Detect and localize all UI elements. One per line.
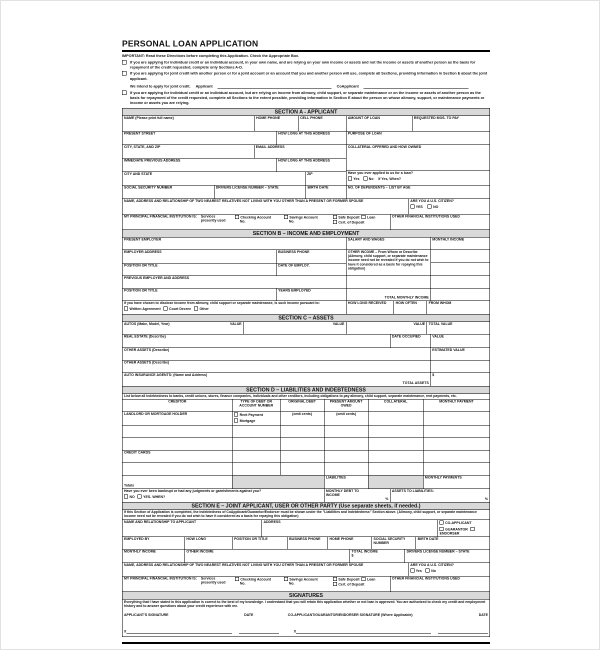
field-joint-other-income: OTHER INCOME xyxy=(185,549,350,562)
field-position-title-2: POSITION OR TITLE xyxy=(123,289,277,301)
mdi-label: MONTHLY DEBT TO INCOME xyxy=(325,489,360,498)
applicant-signature-line[interactable] xyxy=(126,628,232,634)
checkbox-applied-no[interactable] xyxy=(363,177,367,181)
savings-account-option xyxy=(284,215,329,225)
page-title: PERSONAL LOAN APPLICATION xyxy=(122,39,490,52)
checkbox-endorser[interactable] xyxy=(471,527,475,531)
joint-pfi-label: MY PRINCIPAL FINANCIAL INSTITUTION IS: xyxy=(124,576,197,581)
joint-citizen-question: ARE YOU A U.S. CITIZEN? xyxy=(410,563,454,567)
field-principal-financial-institution xyxy=(123,215,391,230)
section-c-header: SECTION C – ASSETS xyxy=(123,315,490,323)
checkbox-individual-credit[interactable] xyxy=(122,60,127,65)
column-header-type: TYPE OF DEBT OR ACCOUNT NUMBER xyxy=(233,400,281,412)
field-salary-wages: SALARY AND WAGES xyxy=(346,238,430,250)
table-empty-cell xyxy=(423,463,489,475)
landlord-type-cell xyxy=(233,412,281,425)
field-name-relationship: NAME AND RELATIONSHIP TO APPLICANT xyxy=(123,520,262,537)
column-header-collateral: COLLATERAL xyxy=(368,400,423,412)
table-empty-cell xyxy=(123,438,233,450)
field-joint-home-phone: HOME PHONE xyxy=(328,537,372,549)
checking-account-option xyxy=(235,215,280,225)
field-assets-to-liabilities xyxy=(390,489,489,502)
checkbox-joint-safe-deposit[interactable] xyxy=(333,577,337,581)
table-empty-cell xyxy=(123,463,233,475)
mdi-percent: % xyxy=(385,497,389,502)
total-income-label: TOTAL INCOME xyxy=(351,549,378,554)
column-header-creditor: CREDITOR xyxy=(123,400,233,412)
loan-label: Loan xyxy=(367,216,376,220)
checkbox-joint-credit[interactable] xyxy=(122,71,127,76)
field-joint-total-income xyxy=(350,549,405,562)
value-label: VALUE xyxy=(230,322,242,327)
table-empty-cell xyxy=(423,426,489,438)
row-credit-cards: CREDIT CARDS xyxy=(123,451,233,463)
checkbox-coapplicant[interactable] xyxy=(440,520,444,524)
column-header-monthly-payment: MONTHLY PAYMENT xyxy=(439,400,474,404)
column-header-original-debt: ORIGINAL DEBT xyxy=(280,400,324,412)
field-years-employed: YEARS EMPLOYED xyxy=(277,289,347,301)
field-joint-address: ADDRESS xyxy=(262,520,438,537)
signature-labels-row xyxy=(124,614,488,618)
field-autos xyxy=(123,322,244,334)
section-a-header: SECTION A - APPLICANT xyxy=(123,108,490,116)
field-city-state-zip: CITY, STATE, AND ZIP xyxy=(123,145,255,158)
field-joint-principal-financial-institution xyxy=(123,576,391,591)
alimony-question: If you have chosen to disclose income from alimony, child support or separate maintenance, is such income pursuant to: xyxy=(124,301,320,306)
joint-checking-account-option xyxy=(235,577,280,587)
field-collateral: COLLATERAL OFFERED AND HOW OWNED xyxy=(346,145,489,171)
field-alimony-disclosure xyxy=(123,301,347,314)
other-services-options xyxy=(333,215,376,225)
field-business-phone: BUSINESS PHONE xyxy=(278,250,310,255)
field-joint-ssn: SOCIAL SECURITY NUMBER xyxy=(372,537,416,549)
other-income-amount-cell xyxy=(431,263,490,276)
table-empty-cell xyxy=(368,463,423,475)
field-total-monthly-income: TOTAL MONTHLY INCOME xyxy=(346,289,430,301)
field-other-assets-2: OTHER ASSETS (Describe) xyxy=(123,361,431,373)
joint-citizen-yes-label: Yes xyxy=(415,569,422,573)
checkbox-bankrupt-yes[interactable] xyxy=(138,495,142,499)
checkbox-court-decree[interactable] xyxy=(164,307,168,311)
field-estimated-value: ESTIMATED VALUE xyxy=(432,348,465,353)
row-landlord: LANDLORD OR MORTGAGE HOLDER xyxy=(123,412,233,425)
section-d-header: SECTION D – LIABILITIES AND INDEBTEDNESS xyxy=(123,387,490,395)
value-label: VALUE xyxy=(332,322,345,327)
checkbox-written-agreement[interactable] xyxy=(124,307,128,311)
checkbox-joint-loan[interactable] xyxy=(362,577,366,581)
joint-savings-label: Savings Account xyxy=(289,577,318,582)
field-joint-position: POSITION OR TITLE xyxy=(233,537,288,549)
field-amount-of-loan: AMOUNT OF LOAN xyxy=(346,116,412,131)
checkbox-joint-citizen-no[interactable] xyxy=(426,568,430,572)
original-debt-omit-cents: (omit cents) xyxy=(280,412,324,425)
empty-cell xyxy=(431,276,490,288)
coapplicant-date-line[interactable] xyxy=(438,628,488,634)
section-b-header: SECTION B – INCOME AND EMPLOYMENT xyxy=(123,230,490,238)
table-empty-cell xyxy=(233,451,281,463)
checkbox-rent-payment[interactable] xyxy=(234,413,238,417)
totals-monthly-payments: MONTHLY PAYMENTS xyxy=(424,476,462,480)
date-label: DATE xyxy=(244,613,254,618)
atl-percent: % xyxy=(484,497,488,502)
table-empty-cell xyxy=(280,451,324,463)
direction-text: If you are applying for individual credit or an individual account, but are relying on income from alimony, child support, or separate maintenance or on the income or assets of another person as the basis for repayment of the credit requested, complete all Sections to the extent possible, providing information in Section E about the person on whose alimony, support, or maintenance payments or income or assets you are relying. xyxy=(130,90,485,105)
field-present-employer: PRESENT EMPLOYER xyxy=(123,238,347,250)
field-email: EMAIL ADDRESS xyxy=(255,145,285,150)
citizen-yes-label: YES xyxy=(415,205,423,210)
direction-item xyxy=(122,60,490,70)
field-joint-business-phone: BUSINESS PHONE xyxy=(288,537,328,549)
field-real-estate: REAL ESTATE (Describe) xyxy=(123,335,391,348)
total-monthly-amount-cell xyxy=(431,289,490,301)
field-joint-role xyxy=(438,520,489,537)
field-joint-other-financial-institutions: OTHER FINANCIAL INSTITUTIONS USED xyxy=(391,576,460,581)
table-empty-cell xyxy=(423,451,489,463)
field-previous-address: IMMEDIATE PREVIOUS ADDRESS xyxy=(123,159,277,172)
field-dependents: NO. OF DEPENDENTS – LIST BY AGE xyxy=(347,186,411,190)
coapplicant-signature-label: CO-APPLICANT/GUARANTOR/ENDORSER SIGNATURE (Where Applicable) xyxy=(287,613,413,618)
field-how-long-received: HOW LONG RECEIVED xyxy=(346,301,394,314)
signature-statement: Everything that I have stated in this application is correct to the best of my knowledge. I understand that you will retain this application whether or not loan is approved. You are authorized to check my credit and employment history and to answer questions about your credit experience with me. xyxy=(124,600,486,608)
autos-label: AUTOS (Make, Model, Year) xyxy=(124,322,170,327)
table-empty-cell xyxy=(368,412,423,425)
important-note: IMPORTANT: Read these Directions before completing this Application. Check the Appropriate Box. xyxy=(122,53,300,58)
x-mark-2: X xyxy=(293,630,297,634)
field-citizen xyxy=(409,199,490,214)
field-joint-how-long: HOW LONG xyxy=(185,537,233,549)
checkbox-cert-of-deposit[interactable] xyxy=(333,220,337,224)
written-agreement-label: Written Agreement xyxy=(129,307,161,312)
direction-item xyxy=(122,71,490,81)
applied-before-question: Have you ever applied to us for a loan? xyxy=(347,171,414,176)
joint-loan-label: Loan xyxy=(367,577,376,582)
atl-label: ASSETS TO LIABILITIES: xyxy=(391,489,434,494)
citizen-question: ARE YOU A U.S. CITIZEN? xyxy=(410,199,454,204)
table-empty-cell xyxy=(233,463,281,475)
savings-label: Savings Account xyxy=(289,216,318,220)
field-employed-by: EMPLOYED BY xyxy=(123,537,185,549)
table-empty-cell xyxy=(324,451,368,463)
if-yes-when-label: If Yes, When? xyxy=(378,177,402,182)
table-empty-cell xyxy=(324,463,368,475)
bankrupt-yes-label: YES- WHEN? xyxy=(143,495,166,500)
field-monthly-debt-to-income xyxy=(324,489,390,502)
date-label-2: DATE xyxy=(478,613,488,618)
field-zip: ZIP xyxy=(307,172,313,177)
field-name: NAME (Please print full name) xyxy=(123,116,255,131)
checkbox-joint-checking[interactable] xyxy=(235,577,239,581)
coapplicant-signature-blank[interactable] xyxy=(364,84,469,89)
joint-services-used-label: Services presently used xyxy=(200,576,226,585)
field-drivers-license: DRIVERS LICENSE NUMBER – STATE xyxy=(214,186,306,199)
field-city-and-state: CITY AND STATE xyxy=(123,172,306,185)
field-other-assets-1: OTHER ASSETS (Describe) xyxy=(123,348,431,360)
checking-label: Checking Account xyxy=(240,216,271,220)
applied-yes-label: Yes xyxy=(353,177,360,182)
total-assets-amount-cell: $ xyxy=(432,373,435,378)
table-empty-cell xyxy=(368,438,423,450)
field-joint-citizen xyxy=(409,563,490,576)
joint-other-services-options xyxy=(333,577,376,587)
field-monthly-income: MONTHLY INCOME xyxy=(432,238,465,242)
checkbox-citizen-yes[interactable] xyxy=(410,205,414,209)
field-joint-drivers-license: DRIVERS LICENSE NUMBER – STATE xyxy=(406,549,470,554)
table-empty-cell xyxy=(123,426,233,438)
pfi-label: MY PRINCIPAL FINANCIAL INSTITUTION IS: xyxy=(124,215,197,219)
savings-no-label: No. xyxy=(288,220,295,224)
x-mark: X xyxy=(124,630,127,634)
coapplicant-signature-line[interactable] xyxy=(293,628,431,634)
citizen-no-label: NO xyxy=(433,205,439,210)
directions xyxy=(122,54,490,106)
field-bankruptcy xyxy=(123,489,325,502)
applicant-signature-label: APPLICANT'S SIGNATURE xyxy=(124,613,169,618)
joint-savings-no-label: No. xyxy=(288,581,295,586)
table-empty-cell xyxy=(280,463,324,475)
joint-intent-text: We intend to apply for joint credit. xyxy=(130,83,191,89)
services-used-label: Services presently used xyxy=(200,215,226,223)
endorser-label: ENDORSER xyxy=(439,531,460,536)
checkbox-applied-yes[interactable] xyxy=(348,177,352,181)
checkbox-loan[interactable] xyxy=(362,215,366,219)
bankruptcy-question: Have you ever been bankrupt or had any judgments or garnishments against you? xyxy=(124,489,262,494)
field-auto-insurance-agents xyxy=(123,373,431,386)
checkbox-joint-savings[interactable] xyxy=(284,577,288,581)
table-empty-cell xyxy=(368,426,423,438)
joint-cert-deposit-label: Cert. of Deposit xyxy=(338,582,365,587)
checkbox-other-agreement[interactable] xyxy=(194,307,198,311)
field-other-income: OTHER INCOME – From Whom or Describe (Alimony, child support, or separate maintenance income need not be revealed if you do not wish to have it considered as a basis for repaying this obligation) xyxy=(346,250,430,276)
court-decree-label: Court Decree xyxy=(169,307,192,312)
joint-savings-account-option xyxy=(284,577,329,587)
applicant-signature-blank[interactable] xyxy=(218,84,332,89)
field-cell-phone: CELL PHONE xyxy=(299,116,347,131)
other-agreement-label: Other xyxy=(199,307,209,312)
joint-checking-no-label: No. xyxy=(239,581,246,586)
checkbox-guarantor[interactable] xyxy=(440,527,444,531)
field-joint-birth-date: BIRTH DATE xyxy=(417,537,439,541)
field-total-value: TOTAL VALUE xyxy=(428,322,453,327)
field-present-street: PRESENT STREET xyxy=(123,132,277,145)
table-empty-cell xyxy=(423,438,489,450)
field-home-phone: HOME PHONE xyxy=(255,116,299,131)
safe-deposit-label: Safe Deposit xyxy=(338,216,360,220)
rent-payment-label: Rent Payment xyxy=(239,413,263,418)
cert-deposit-label: Cert. of Deposit xyxy=(338,221,365,225)
field-how-long-previous: HOW LONG AT THIS ADDRESS xyxy=(278,159,330,163)
joint-citizen-no-label: No xyxy=(431,569,436,573)
value-label: VALUE xyxy=(413,322,426,327)
applied-no-label: No xyxy=(368,177,374,182)
checking-no-label: No. xyxy=(239,220,246,224)
empty-cell xyxy=(431,361,490,373)
table-empty-cell xyxy=(233,438,281,450)
coapplicant-role-label: CO-APPLICANT xyxy=(445,521,472,525)
joint-intent-line xyxy=(130,84,490,89)
checkbox-savings-account[interactable] xyxy=(284,215,288,219)
total-assets-label: TOTAL ASSETS xyxy=(402,381,429,386)
section-e-intro: If this Section of Application is completed, the indebtedness of CoApplicant/Guarantor/Endorser must be shown under the "Liabilities and Indebtedness" Section above. (Alimony, child support, or separate maintenance income need not be revealed if you do not wish to have it considered as a basis for repaying this obligation) xyxy=(123,510,490,520)
checkbox-citizen-no[interactable] xyxy=(428,205,432,209)
section-d-intro: List below all indebtedness to banks, credit unions, stores, finance companies, individuals and other creditors, including obligations to pay alimony, child support, separate maintenance, rent payments, etc. xyxy=(123,394,490,400)
field-purpose-of-loan: PURPOSE OF LOAN xyxy=(347,132,382,136)
table-empty-cell xyxy=(423,412,489,425)
direction-text: If you are applying for joint credit with another person or for a joint account or an account that you and another person will use, complete all Sections, providing information in Section E about the joint applicant. xyxy=(130,71,488,81)
field-applied-before xyxy=(346,171,489,184)
signature-lines-row xyxy=(124,628,488,634)
checkbox-joint-cert-of-deposit[interactable] xyxy=(333,582,337,586)
totals-shaded-cell xyxy=(233,476,325,489)
field-ssn: SOCIAL SECURITY NUMBER xyxy=(123,186,215,199)
checkbox-individual-relying-other[interactable] xyxy=(122,90,127,95)
checkbox-joint-citizen-yes[interactable] xyxy=(410,568,414,572)
field-real-estate-value: VALUE xyxy=(432,335,444,339)
application-form xyxy=(122,108,490,637)
direction-item xyxy=(122,90,490,105)
totals-liabilities: LIABILITIES xyxy=(324,476,368,489)
totals-shaded-cell xyxy=(368,476,423,489)
bottom-rule xyxy=(122,642,490,644)
joint-checking-label: Checking Account xyxy=(240,577,271,582)
field-auto-3 xyxy=(346,322,427,334)
joint-safe-deposit-label: Safe Deposit xyxy=(338,577,360,582)
field-auto-2 xyxy=(244,322,347,334)
section-e-header: SECTION E – JOINT APPLICANT, USER OR OTHER PARTY (Use separate sheets, if needed.) xyxy=(123,503,490,511)
table-empty-cell xyxy=(324,438,368,450)
applicant-label: Applicant xyxy=(195,83,213,89)
direction-text: If you are applying for individual credit or an individual account, in your own name, and are relying on your own income or assets and not the income or assets of another person as the basis for repayment of the credit requested, complete only Sections A-D. xyxy=(130,59,476,70)
field-joint-relatives: NAME, ADDRESS AND RELATIONSHIP OF TWO NEAREST RELATIVES NOT LIVING WITH YOU OTHER THAN A PRESENT OR FORMER SPOUSE xyxy=(123,563,409,576)
table-empty-cell xyxy=(368,451,423,463)
empty-cell xyxy=(346,276,430,288)
totals-label: Totals xyxy=(123,476,233,489)
field-previous-employer: PREVIOUS EMPLOYER AND ADDRESS xyxy=(123,276,347,288)
field-date-occupied: DATE OCCUPIED xyxy=(390,335,430,348)
checkbox-mortgage[interactable] xyxy=(234,419,238,423)
field-employer-address: EMPLOYER ADDRESS xyxy=(123,250,277,263)
column-header-present-owed: PRESENT AMOUNT OWED xyxy=(324,400,368,412)
other-income-amount-cell xyxy=(431,250,490,263)
table-empty-cell xyxy=(324,426,368,438)
signatures-header: SIGNATURES xyxy=(123,592,490,600)
guarantor-label: GUARANTOR xyxy=(445,527,468,532)
field-birth-date: BIRTH DATE xyxy=(306,186,346,199)
table-empty-cell xyxy=(280,438,324,450)
field-requested-months: REQUESTED MOS. TO PAY xyxy=(413,116,459,121)
checkbox-bankrupt-no[interactable] xyxy=(124,495,128,499)
table-empty-cell xyxy=(233,426,281,438)
checkbox-safe-deposit[interactable] xyxy=(333,215,337,219)
checkbox-checking-account[interactable] xyxy=(235,215,239,219)
field-other-financial-institutions: OTHER FINANCIAL INSTITUTIONS USED xyxy=(391,215,460,219)
field-joint-monthly-income: MONTHLY INCOME xyxy=(123,549,185,562)
field-how-long-address: HOW LONG AT THIS ADDRESS xyxy=(277,132,347,145)
field-date-of-employ: DATE OF EMPLOY. xyxy=(278,264,310,268)
mortgage-label: Mortgage xyxy=(239,419,256,424)
applicant-date-line[interactable] xyxy=(239,628,279,634)
present-owed-omit-cents: (omit cents) xyxy=(324,412,368,425)
bankrupt-no-label: NO xyxy=(129,495,135,500)
field-how-often: HOW OFTEN xyxy=(394,301,427,314)
auto-insurance-label: AUTO INSURANCE AGENTS: (Name and Address) xyxy=(124,373,208,378)
field-position-title: POSITION OR TITLE xyxy=(123,264,277,276)
total-income-dollar: $ xyxy=(351,553,354,558)
coapplicant-label: CoApplicant xyxy=(336,83,359,89)
field-relatives: NAME, ADDRESS AND RELATIONSHIP OF TWO NEAREST RELATIVES NOT LIVING WITH YOU OTHER THAN A PRESENT OR FORMER SPOUSE xyxy=(123,199,409,214)
table-empty-cell xyxy=(280,426,324,438)
field-from-whom: FROM WHOM xyxy=(428,301,452,306)
